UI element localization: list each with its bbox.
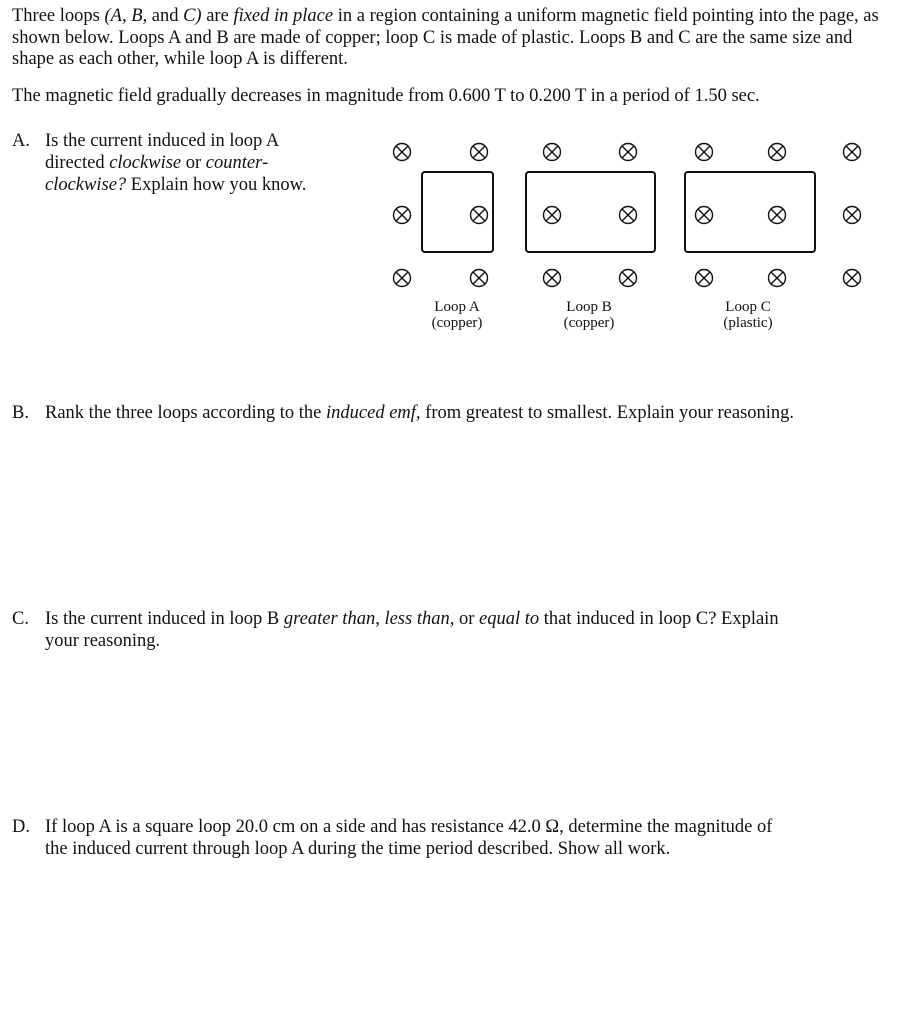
field-into-page-icon [769,144,786,161]
field-into-page-icon [696,207,713,224]
question-text [45,816,880,860]
field-into-page-icon [696,144,713,161]
field-into-page-icon [544,144,561,161]
question-line: the induced current through loop A during the time period described. Show all work. [45,839,671,859]
intro-text: and [147,6,184,26]
question-line: If loop A is a square loop 20.0 cm on a side and has resistance 42.0 Ω, determine the magnitude of [45,817,773,837]
field-description: The magnetic field gradually decreases in magnitude from 0.600 T to 0.200 T in a period of 1.50 sec. [12,86,760,106]
emphasis: induced emf, [326,403,421,423]
loop-material: (copper) [563,315,615,331]
field-into-page-icon [620,270,637,287]
loop-c-label [688,299,808,331]
text: or [181,153,206,173]
field-into-page-icon [544,270,561,287]
question-text [45,130,365,196]
field-into-page-icon [696,270,713,287]
loop-material: (plastic) [723,315,773,331]
emphasis: counter- [205,153,269,173]
field-into-page-icon [620,207,637,224]
question-line: your reasoning. [45,631,161,651]
loop-a-label [397,299,517,331]
emphasis: clockwise? [45,175,127,195]
question-text [45,402,880,424]
intro-text: (A, B, [104,6,148,26]
field-into-page-icon [769,270,786,287]
field-into-page-icon [471,207,488,224]
intro-text: are [201,6,234,26]
question-text [45,608,880,652]
field-into-page-icon [844,144,861,161]
question-letter: C. [12,609,29,629]
field-into-page-icon [769,207,786,224]
question-letter: D. [12,817,30,837]
intro-paragraph [12,6,882,71]
loop-b-label [529,299,649,331]
text: from greatest to smallest. Explain your reasoning. [420,403,795,423]
field-into-page-icon [471,144,488,161]
field-into-page-icon [844,270,861,287]
text: that induced in loop C? Explain [539,609,779,629]
question-line [45,174,365,196]
intro-emphasis: fixed in place [233,6,334,26]
field-into-page-icon [844,207,861,224]
field-into-page-icon [544,207,561,224]
text: Rank the three loops according to the [45,403,327,423]
field-into-page-icon [394,270,411,287]
intro-text: in a region containing a uniform magnetic field pointing into the page, as shown below. Loops A and B are made of copper; loop C is made of plastic. Loops B and C are the same size and shape as each other, while loop A is different. [12,6,879,69]
loop-name: Loop A [434,299,480,315]
magnetic-field-diagram [380,132,880,342]
intro-text: Three loops [12,6,105,26]
intro-text: C) [183,6,202,26]
field-into-page-icon [394,207,411,224]
emphasis: equal to [479,609,540,629]
text: or [454,609,480,629]
question-line: Is the current induced in loop A [45,131,280,151]
emphasis: clockwise [109,153,182,173]
emphasis: greater than, less than, [283,609,455,629]
loop-name: Loop C [725,299,771,315]
text: Explain how you know. [126,175,307,195]
field-into-page-icon [394,144,411,161]
text: directed [45,153,110,173]
loop-material: (copper) [431,315,483,331]
question-letter: A. [12,131,30,151]
field-into-page-icon [471,270,488,287]
loop-name: Loop B [566,299,612,315]
question-line [45,152,365,174]
question-letter: B. [12,403,29,423]
field-into-page-icon [620,144,637,161]
text: Is the current induced in loop B [45,609,284,629]
question-line [45,608,880,630]
